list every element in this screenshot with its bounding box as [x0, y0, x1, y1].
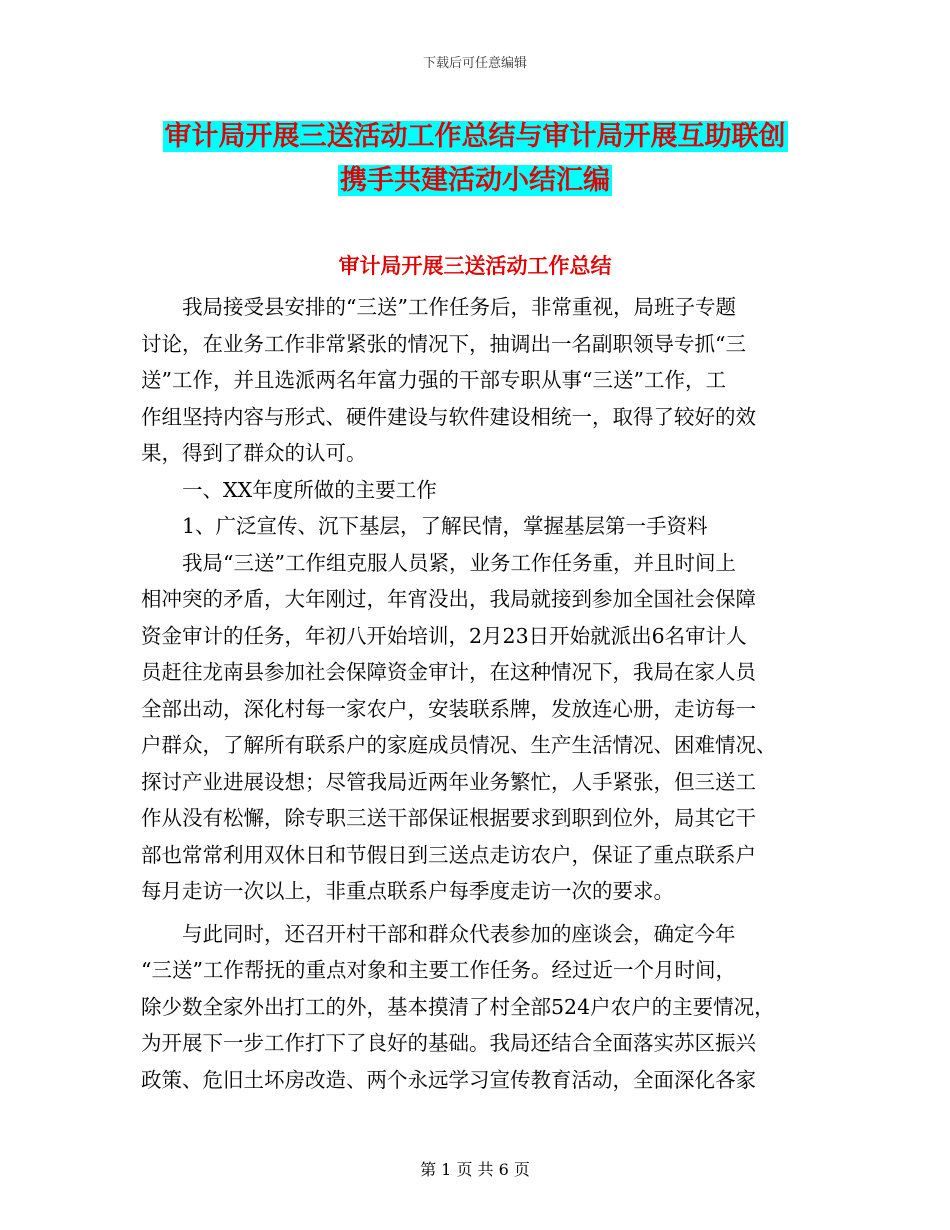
body-line: 作从没有松懈，除专职三送干部保证根据要求到职到位外，局其它干	[141, 806, 756, 830]
body-line: 果，得到了群众的认可。	[141, 441, 367, 465]
page-footer: 第 1 页 共 6 页	[420, 1160, 530, 1179]
body-line: 相冲突的矛盾，大年刚过，年宵没出，我局就接到参加全国社会保障	[141, 587, 756, 611]
body-line: 我局接受县安排的“三送”工作任务后，非常重视，局班子专题	[182, 295, 736, 319]
main-title-line-2-text: 携手共建活动小结汇编	[340, 165, 610, 196]
body-line: 一、XX年度所做的主要工作	[182, 477, 437, 502]
body-line: 我局“三送”工作组克服人员紧，业务工作任务重，并且时间上	[182, 550, 736, 575]
body-line: “三送”工作帮抚的重点对象和主要工作任务。经过近一个月时间，	[141, 958, 736, 982]
body-text	[141, 289, 809, 1098]
main-title-line-1	[0, 114, 950, 153]
body-line: 政策、危旧土坏房改造、两个永远学习宣传教育活动，全面深化各家	[141, 1067, 756, 1092]
body-line: 为开展下一步工作打下了良好的基础。我局还结合全面落实苏区振兴	[141, 1031, 756, 1055]
body-line: 作组坚持内容与形式、硬件建设与软件建设相统一，取得了较好的效	[141, 404, 756, 429]
body-line: 部也常常利用双休日和节假日到三送点走访农户，保证了重点联系户	[141, 842, 756, 867]
section-title: 审计局开展三送活动工作总结	[338, 254, 612, 278]
body-line: 与此同时，还召开村干部和群众代表参加的座谈会，确定今年	[182, 921, 736, 946]
body-line: 全部出动，深化村每一家农户，安装联系牌，发放连心册，走访每一	[141, 696, 756, 721]
body-line: 每月走访一次以上，非重点联系户每季度走访一次的要求。	[141, 879, 674, 903]
body-line: 探讨产业进展设想；尽管我局近两年业务繁忙，人手紧张，但三送工	[141, 769, 756, 794]
body-line: 员赶往龙南县参加社会保障资金审计，在这种情况下，我局在家人员	[141, 660, 756, 684]
body-line: 讨论，在业务工作非常紧张的情况下，抽调出一名副职领导专抓“三	[141, 331, 746, 356]
body-line: 资金审计的任务，年初八开始培训，2月23日开始就派出6名审计人	[141, 623, 747, 648]
body-line: 送”工作，并且选派两名年富力强的干部专职从事“三送”工作，工	[141, 368, 726, 392]
body-line: 户群众，了解所有联系户的家庭成员情况、生产生活情况、困难情况、	[141, 733, 777, 757]
body-line: 除少数全家外出打工的外，基本摸清了村全部524户农户的主要情况，	[141, 994, 775, 1019]
header-note: 下载后可任意编辑	[422, 56, 527, 71]
main-title-line-2	[0, 158, 950, 197]
body-line: 1、广泛宣传、沉下基层，了解民情，掌握基层第一手资料	[182, 514, 708, 538]
main-title-line-1-text: 审计局开展三送活动工作总结与审计局开展互助联创	[164, 121, 786, 152]
